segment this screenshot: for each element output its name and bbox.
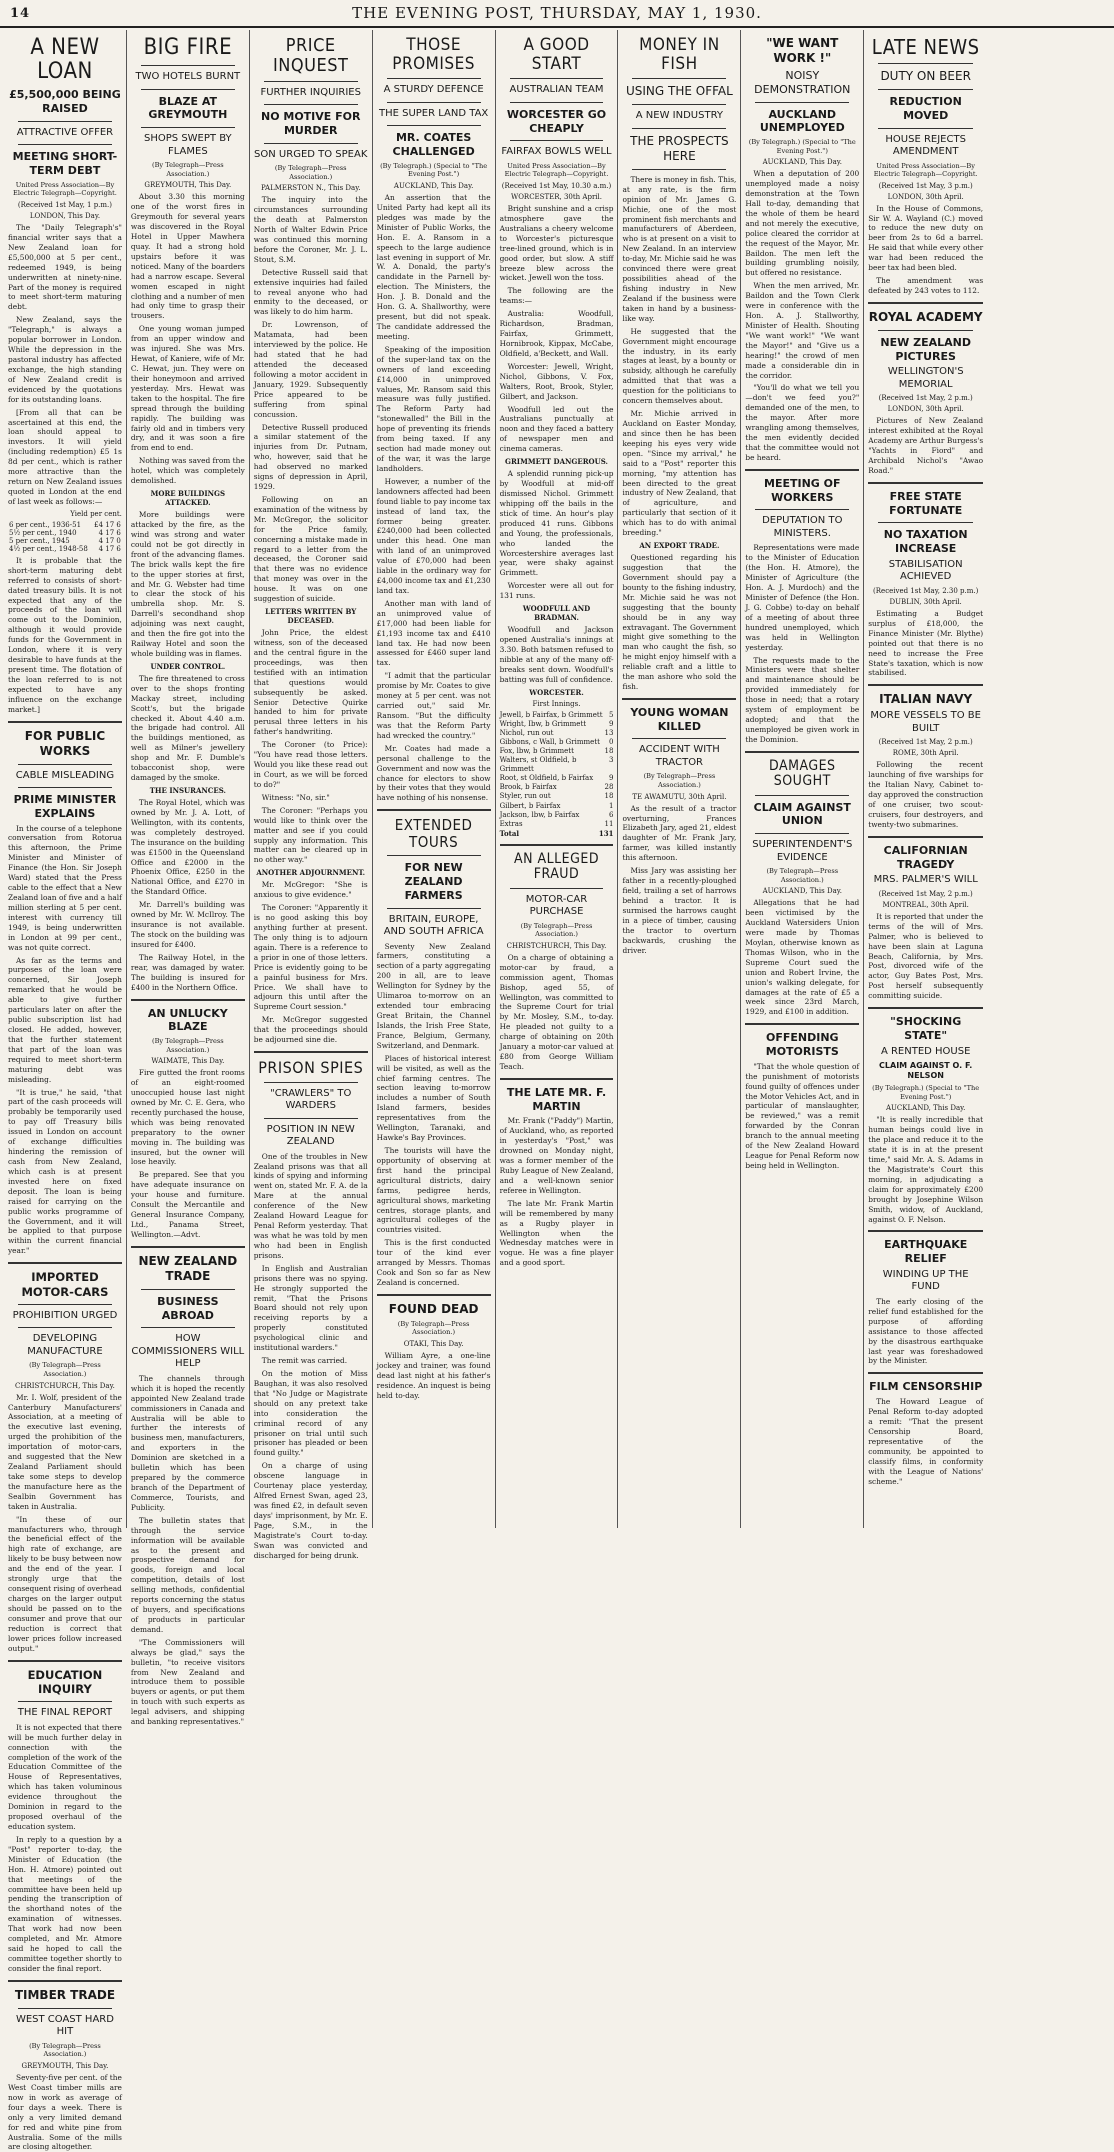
subhead: SON URGED TO SPEAK <box>254 148 368 160</box>
subhead: BLAZE AT GREYMOUTH <box>148 94 228 122</box>
received-line: (Received 1st May, 2 p.m.) <box>878 394 973 403</box>
page-number: 14 <box>10 5 31 21</box>
subhead: MR. COATES CHALLENGED <box>392 131 475 159</box>
paragraph: John Price, the eldest witness, son of the deceased and the central figure in the proceedings, was then testified with an intimation that questions would subsequently be asked. Senior Detective Quirke handed to him for private perusal three letters in his father's handwriting. <box>253 628 368 737</box>
subhead: NOISY DEMONSTRATION <box>754 69 851 96</box>
paragraph: [From all that can be ascertained at this end, the loan should appeal to investors. It will yield (including redemption) £5 1s 8d per cent., which is rather more attractive than the return on New Zealand issues quoted in London at the end of last week as follows:— <box>8 407 122 506</box>
paragraph: When the men arrived, Mr. Baildon and the Town Clerk were in conference with the Hon. A. J. Stallworthy, Minister of Health. Shouting "We want work!" "We want the Mayor!" and "Give us a hearing!" the crowd of men made a considerable din in the corridor. <box>745 281 860 380</box>
dateline: GREYMOUTH, This Day. <box>21 2061 109 2070</box>
credit-line: (By Telegraph—Press Association.) <box>766 867 839 884</box>
paragraph: An assertion that the United Party had kept all its pledges was made by the Minister of Public Works, the Hon. E. A. Ransom in a speech to the large audience last evening in support of Mr. W. A. Donald, the party's candidate in the Parnell by-election. The Ministers, the Hon. J. B. Donald and the Hon. G. A. Shallworthy, were present, but did not speak. The candidate addressed the meeting. <box>376 193 491 341</box>
subhead: SUPERINTENDENT'S EVIDENCE <box>752 839 853 863</box>
subhead: MOTOR-CAR PURCHASE <box>525 893 588 918</box>
paragraph: Nothing was saved from the hotel, which was completely demolished. <box>130 456 245 486</box>
headline-price-inquest[interactable]: PRICE INQUEST <box>273 35 349 76</box>
paragraph: The channels through which it is hoped the recently appointed New Zealand trade commissioners in Canada and Australia will be able to further the interests of business men, manufacturers, and exporters in the Dominion are sketched in a bulletin which has been prepared by the commerce branch of the Department of Commerce, Tourists, and Publicity. <box>130 1373 245 1512</box>
headline-timber[interactable]: TIMBER TRADE <box>14 1987 116 2002</box>
credit-line: United Press Association—By Electric Telegraph—Copyright. <box>13 180 117 198</box>
subhead: TWO HOTELS BURNT <box>135 71 241 83</box>
subhead: £5,500,000 BEING RAISED <box>9 88 121 116</box>
headline-shocking-state[interactable]: "SHOCKING STATE" <box>890 1015 962 1042</box>
paragraph: Witness: "No, sir." <box>261 792 330 802</box>
subhead: A RENTED HOUSE <box>880 1045 971 1057</box>
paragraph: It is reported that under the terms of the will of Mrs. Palmer, who is believed to have been slain at Laguna Beach, California, by Mrs. Post, divorced wife of the actor, Guy Bates Post, Mrs. Post herself subsequently committing suicide. <box>868 911 984 1001</box>
subhead: AUCKLAND UNEMPLOYED <box>759 107 845 135</box>
credit-line: (By Telegraph—Press Association.) <box>29 2041 101 2059</box>
paragraph: Estimating a Budget surplus of £18,000, the Finance Minister (Mr. Blythe) pointed out that there is no need to increase the Free State's taxation, which is now stabilised. <box>868 608 984 678</box>
subhead: SHOPS SWEPT BY FLAMES <box>144 133 232 157</box>
section-subhead: WOODFULL AND BRADMAN. <box>522 604 591 623</box>
subhead: POSITION IN NEW ZEALAND <box>266 1123 355 1148</box>
column-4 <box>373 30 496 1528</box>
subhead: NO MOTIVE FOR MURDER <box>260 110 361 137</box>
credit-line: (By Telegraph—Press Association.) <box>520 921 593 939</box>
paragraph: Dr. Lowrenson, of Matamata, had been interviewed by the police. He had stated that he had attended the deceased following a motor accident in January, 1929. Subsequently Price appeared to be suffering from spinal concussion. <box>253 320 368 419</box>
masthead <box>0 0 1114 28</box>
headline-nz-trade[interactable]: NEW ZEALAND TRADE <box>138 1253 238 1283</box>
subhead: A NEW INDUSTRY <box>635 110 723 122</box>
paragraph: Detective Russell produced a similar statement of the injuries from Dr. Putnam, who, however, said that he had observed no marked signs of depression in April, 1929. <box>253 422 368 492</box>
subhead: DEVELOPING MANUFACTURE <box>27 1333 103 1357</box>
paragraph: The Coroner (to Price): "You have read those letters. Would you like these read out in Court, as we will be forced to do?" <box>253 740 368 789</box>
table-row: 6 per cent., 1936-51 £4 17 6 <box>9 520 121 529</box>
paragraph: The inquiry into the circumstances surrounding the death at Palmerston North of Walter Edwin Price was continued this morning before the Coroner, Mr. J. L. Stout, S.M. <box>253 195 368 264</box>
paragraph: "I admit that the particular promise by Mr. Coates to give money at 5 per cent. was not carried out," said Mr. Ransom. "But the difficulty was that the Reform Party had wrecked the country." <box>376 671 491 740</box>
column-6 <box>618 30 741 1528</box>
score-row: Jackson, lbw, b Fairfax 6 <box>499 810 614 819</box>
paragraph: Mr. McGregor suggested that the proceedings should be adjourned sine die. <box>253 1015 368 1045</box>
paragraph: New Zealand, says the "Telegraph," is always a popular borrower in London. While the depression in the pastoral industry has affected exchange, the high standing of New Zealand credit is evidenced by the quotations for its outstanding loans. <box>8 315 122 404</box>
section-subhead: AN EXPORT TRADE. <box>639 541 720 551</box>
paragraph: The following are the teams:— <box>499 286 614 306</box>
paragraph: When a deputation of 200 unemployed made a noisy demonstration at the Town Hall to-day, demanding that the whole of them be heard and not merely the executive, police cleared the corridor at the request of the Mayor, Mr. Baildon. The men left the building grumbling noisily, but offered no resistance. <box>745 169 860 278</box>
paragraph: The late Mr. Frank Martin will be remembered by many as a Rugby player in Wellington when the Wednesday matches were in vogue. He was a fine player and a good sport. <box>499 1198 614 1268</box>
dateline: DUBLIN, 30th April. <box>889 597 962 606</box>
scorecard <box>500 711 614 838</box>
paragraph: Seventy-five per cent. of the West Coast timber mills are now in work as average of four days a week. There is only a very limited demand for red and white pine from Australia. Some of the mills are closing altogether. <box>8 2072 122 2152</box>
paragraph: Places of historical interest will be visited, as well as the chief farming centres. The section leaving to-morrow includes a number of South Island farmers, besides representatives from the Wellington, Taranaki, and Hawke's Bay Provinces. <box>376 1053 491 1143</box>
score-row: Fox, lbw, b Grimmett 18 <box>499 747 614 756</box>
table-row: 5 per cent., 1945 4 17 0 <box>9 536 121 545</box>
subhead: THE PROSPECTS HERE <box>630 133 729 163</box>
paragraph: Miss Jary was assisting her father in a recently-ploughed field, trailing a set of harrows behind a tractor. It is surmised the harrows caught in a piece of timber, causing the tractor to overturn backwards, crushing the driver. <box>622 866 737 955</box>
paragraph: Australia: Woodfull, Richardson, Bradman, Fairfax, Grimmett, Hornibrook, Kippax, McCabe, Oldfield, a'Beckett, and Wall. <box>499 309 614 358</box>
credit-line: (By Telegraph—Press Association.) <box>274 164 347 181</box>
headline-money-in-fish[interactable]: MONEY IN FISH <box>639 35 720 74</box>
credit-line: (By Telegraph—Press Association.) <box>643 772 716 790</box>
paragraph: Worcester: Jewell, Wright, Nichol, Gibbons, V. Fox, Walters, Root, Brook, Styler, Gilbert, and Jackson. <box>499 361 614 401</box>
dateline: WORCESTER, 30th April. <box>511 193 603 201</box>
credit-line: (By Telegraph.) (Special to "The Evening Post.") <box>748 138 856 155</box>
paragraph: Fire gutted the front rooms of an eight-roomed unoccupied house last night owned by Mr. C. E. Gera, who recently purchased the house, which was being renovated preparatory to the owner moving in. The building was insured, but the owner will lose heavily. <box>130 1068 245 1167</box>
paragraph: One of the troubles in New Zealand prisons was that all kinds of spying and informing went on, stated Mr. F. A. de la Mare at the annual conference of the New Zealand Howard League for Penal Reform yesterday. That was what he was told by men who had been in English prisons. <box>253 1151 368 1260</box>
scorecard-subtitle: First Innings. <box>532 699 581 708</box>
credit-line: (By Telegraph—Press Association.) <box>29 1361 101 1379</box>
paragraph: Questioned regarding his suggestion that the Government should pay a bounty to the fishing industry, Mr. Michie said he was not suggesting that the bounty should be in any way extravagant. The Government might give something to the man who caught the fish, so he might enjoy himself with a reliable craft and a little to the man ashore who sold the fish. <box>622 553 737 692</box>
paragraph: The remit was carried. <box>261 1356 348 1366</box>
paragraph: There is money in fish. This, at any rate, is the firm opinion of Mr. James G. Michie, one of the most prominent fish merchants and manufacturers of Aberdeen, who is at present on a visit to New Zealand. In an interview to-day, Mr. Michie said he was convinced there were great possibilities ahead of the fishing industry in New Zealand if the business were taken in hand by a business-like way. <box>622 174 737 323</box>
paragraph: The Royal Hotel, which was owned by Mr. J. A. Lott, of Wellington, with its contents, was completely destroyed. The insurance on the building was £1500 in the Queensland Office and £2000 in the Phoenix Office, £250 in the National Office, and £270 in the Standard Office. <box>130 798 245 897</box>
dateline: CHRISTCHURCH, This Day. <box>15 1381 115 1390</box>
paragraph: About 3.30 this morning one of the worst fires in Greymouth for several years was discovered in the Royal Hotel in Upper Mawhera quay. It had a strong hold upstairs before it was noticed. Many of the boarders had a narrow escape. Several women escaped in night clothing and a number of men had only time to grasp their trousers. <box>130 192 245 321</box>
paragraph: The early closing of the relief fund established for the purpose of affording assistance to those affected by the disastrous earthquake last year was foreshadowed by the Minister. <box>868 1296 984 1366</box>
paragraph: Following on an examination of the witness by Mr. McGregor, the solicitor for the Price family, concerning a mistake made in regard to a letter from the deceased, the Coroner said that there was no evidence that money was over in the house. It was on one suggestion of suicide. <box>253 494 368 604</box>
dateline: MONTREAL, 30th April. <box>882 900 969 909</box>
paragraph: In the course of a telephone conversation from Rotorua this afternoon, the Prime Minister and Minister of Finance (the Hon. Sir Joseph Ward) stated that the Press cable to the effect that a New Zealand loan of five and a half million sterling at 5 per cent. interest with currency till 1949, is being underwritten in London at 99 per cent., was not quite correct. <box>8 823 122 952</box>
subhead: CABLE MISLEADING <box>15 769 115 781</box>
paragraph: Speaking of the imposition of the super-land tax on the owners of land exceeding £14,000 in unimproved values, Mr. Ransom said this measure was fully justified. The Reform Party had "stonewalled" the Bill in the hope of preventing its friends from being taxed. If any section had made money out of the war, it was the large landholders. <box>376 344 491 473</box>
received-line: (Received 1st May, 3 p.m.) <box>878 181 973 190</box>
headline-found-dead[interactable]: FOUND DEAD <box>388 1301 479 1316</box>
section-subhead: UNDER CONTROL. <box>150 661 226 671</box>
paragraph: Pictures of New Zealand interest exhibited at the Royal Academy are Arthur Burgess's "Yachts in Fiord" and Archibald Nichol's "Awao Road." <box>868 416 984 476</box>
subhead: HOW COMMISSIONERS WILL HELP <box>131 1333 245 1370</box>
subhead: USING THE OFFAL <box>625 84 733 99</box>
paragraph: He suggested that the Government might encourage the industry, in its early stages at least, by a bounty or subsidy, although he carefully admitted that that was a question for the politicians to concern themselves about. <box>622 326 737 406</box>
paragraph: The fire threatened to cross over to the shops fronting Mackay street, including Scott's, but the brigade checked it. About 4.40 a.m. the brigade had control. All the buildings mentioned, as well as Milner's jewellery shop and Mr. F. Dumble's tobacconist shop, were damaged by the smoke. <box>130 673 245 783</box>
yield-header: Yield per cent. <box>70 509 122 518</box>
dateline: AUCKLAND, This Day. <box>762 158 843 167</box>
column-2 <box>127 30 250 1727</box>
paragraph: "It is really incredible that human beings could live in the place and reduce it to the state it is in at the present time," said Mr. A. S. Adams in the Magistrate's Court this morning, in adjudicating a claim for approximately £200 brought by Josephine Wilson Smith, widow, of Auckland, against O. F. Nelson. <box>868 1115 984 1224</box>
paragraph: William Ayre, a one-line jockey and trainer, was found dead last night at his father's residence. An inquest is being held to-day. <box>376 1351 491 1400</box>
headline-alleged-fraud[interactable]: AN ALLEGED FRAUD <box>513 850 600 883</box>
paragraph: It is not expected that there will be much further delay in connection with the completion of the work of the Education Committee of the House of Representatives, which has taken voluminous evidence throughout the Dominion in regard to the proposed overhaul of the education system. <box>8 1722 122 1832</box>
paragraph: On a charge of using obscene language in Courtenay place yesterday, Alfred Ernest Swan, aged 23, was fined £2, in default seven days' imprisonment, by Mr. E. Page, S.M., in the Magistrate's Court to-day. Swan was convicted and discharged for being drunk. <box>253 1461 368 1560</box>
paragraph: The Railway Hotel, in the rear, was damaged by water. The building is insured for £400 in the Northern Office. <box>130 952 245 992</box>
dateline: CHRISTCHURCH, This Day. <box>506 941 607 950</box>
score-row: Walters, st Oldfield, b Grimmett 3 <box>499 756 614 774</box>
paragraph: Mr. I. Wolf, president of the Canterbury Manufacturers' Association, at a meeting of the executive last evening, urged the prohibition of the importation of motor-cars, and suggested that the New Zealand Parliament should take some steps to develop the manufacture here as the Sealbin Government has taken in Australia. <box>8 1392 122 1511</box>
headline-good-start[interactable]: A GOOD START <box>523 35 590 74</box>
headline-earthquake-relief[interactable]: EARTHQUAKE RELIEF <box>884 1238 968 1266</box>
subhead: HOUSE REJECTS AMENDMENT <box>885 133 966 157</box>
subhead: STABILISATION ACHIEVED <box>888 558 963 583</box>
dateline: ROME, 30th April. <box>892 749 959 758</box>
dateline: WAIMATE, This Day. <box>151 1057 225 1066</box>
headline-prison-spies[interactable]: PRISON SPIES <box>258 1058 364 1078</box>
dateline: AUCKLAND, This Day. <box>762 887 843 896</box>
credit-line: (By Telegraph—Press Association.) <box>397 1319 470 1337</box>
headline-we-want-work[interactable]: "WE WANT WORK !" <box>766 36 839 65</box>
dateline: LONDON, 30th April. <box>887 192 964 201</box>
paragraph: In English and Australian prisons there was no spying. He strongly supported the remit, "That the Prisons Board should not rely upon receiving reports by a properly constituted psychological clinic and institutional warders." <box>253 1263 368 1353</box>
credit-line: (By Telegraph—Press Association.) <box>152 1037 224 1054</box>
paragraph: Worcester were all out for 131 runs. <box>499 581 614 601</box>
subhead: DEPUTATION TO MINISTERS. <box>762 515 843 539</box>
subhead: MORE VESSELS TO BE BUILT <box>870 710 981 734</box>
subhead: MEETING SHORT-TERM DEBT <box>12 150 118 178</box>
dateline: AUCKLAND, This Day. <box>393 182 474 190</box>
subhead: A STURDY DEFENCE <box>383 84 484 96</box>
paragraph: Mr. Darrell's building was owned by Mr. W. McIlroy. The insurance is not available. The stock on the building was insured for £400. <box>130 900 245 949</box>
paragraph: Another man with land of an unimproved value of £17,000 had been liable for £1,193 income tax and £410 land tax. He had now been assessed for £460 super land tax. <box>376 598 491 668</box>
paragraph: In reply to a question by a "Post" reporter to-day, the Minister of Education (the Hon. H. Atmore) pointed out that meetings of the committee have been held up pending the transcription of the shorthand notes of the examination of witnesses. That work had now been completed, and Mr. Atmore said he hoped to call the committee together shortly to consider the final report. <box>8 1834 122 1973</box>
subhead: FOR NEW ZEALAND FARMERS <box>404 861 463 902</box>
subhead: "CRAWLERS" TO WARDERS <box>270 1087 352 1112</box>
credit-line: (By Telegraph.) (Special to "The Evening Post.") <box>380 161 488 179</box>
score-row: Extras 11 <box>499 819 614 828</box>
headline-damages-sought[interactable]: DAMAGES SOUGHT <box>769 757 836 790</box>
received-line: (Received 1st May, 2.30 p.m.) <box>873 586 979 595</box>
subhead: CLAIM AGAINST O. F. NELSON <box>879 1061 973 1081</box>
paragraph: Allegations that he had been victimised by the Auckland Watersiders Union were made by Thomas Moylan, otherwise known as Thomas Wilson, who in the Supreme Court sued the union and Robert Irvine, the union's walking delegate, for damages at the rate of £5 a week since 23rd March, 1929, and £100 in addition. <box>745 898 860 1017</box>
subhead: NO TAXATION INCREASE <box>883 528 968 556</box>
headline-young-woman-killed[interactable]: YOUNG WOMAN KILLED <box>630 705 729 733</box>
headline-meeting-of-workers[interactable]: MEETING OF WORKERS <box>764 476 841 504</box>
advertisement: Be prepared. See that you have adequate insurance on your house and furniture. Consult the Mercantile and General Insurance Company, Ltd., Panama Street, Wellington.—Advt. <box>130 1170 245 1239</box>
paragraph: One young woman jumped from an upper window and was injured. She was Mrs. Hewat, of Kaniere, wife of Mr. C. Hewat, jun. They were on their honeymoon and arrived yesterday. Mrs. Hewat was taken to the hospital. The fire spread through the building rapidly. The building was fairly old and in timbers very dry, and it was soon a fire from end to end. <box>130 324 245 453</box>
received-line: (Received 1st May, 2 p.m.) <box>878 889 973 898</box>
dateline: OTAKI, This Day. <box>403 1340 464 1349</box>
headline-film-censorship[interactable]: FILM CENSORSHIP <box>869 1380 983 1394</box>
subhead: BRITAIN, EUROPE, AND SOUTH AFRICA <box>383 913 484 938</box>
table-row: 4½ per cent., 1948-58 4 17 6 <box>9 544 121 553</box>
newspaper-title: THE EVENING POST, THURSDAY, MAY 1, 1930. <box>352 4 762 22</box>
headline-unlucky-blaze[interactable]: AN UNLUCKY BLAZE <box>147 1006 228 1034</box>
headline-big-fire[interactable]: BIG FIRE <box>143 35 233 60</box>
headline-late-news[interactable]: LATE NEWS <box>871 35 980 59</box>
paragraph: On the motion of Miss Baughan, it was also resolved that "No Judge or Magistrate should on any pretext take into consideration the criminal record of any prisoner on trial until such prisoner has pleaded or been found guilty." <box>253 1369 368 1458</box>
section-subhead: MORE BUILDINGS ATTACKED. <box>150 489 226 508</box>
paragraph: Representations were made to the Minister of Education (the Hon. H. Atmore), the Minister of Agriculture (the Hon. A. J. Murdoch) and the Minister of Defence (the Hon. J. G. Cobbe) to-day on behalf of a meeting of about three hundred unemployed, which was held in Wellington yesterday. <box>745 543 860 652</box>
headline-free-state[interactable]: FREE STATE FORTUNATE <box>889 489 963 517</box>
column-5 <box>496 30 619 1528</box>
subhead: AUSTRALIAN TEAM <box>509 84 604 96</box>
column-7 <box>741 30 864 1528</box>
score-row: Wright, Ibw, b Grimmett 9 <box>499 719 614 728</box>
headline-offending-motorists[interactable]: OFFENDING MOTORISTS <box>765 1031 839 1059</box>
subhead: WINDING UP THE FUND <box>882 1268 969 1293</box>
paragraph: "The Commissioners will always be glad," says the bulletin, "to receive visitors from New Zealand and introduce them to possible buyers or agents, or put them in touch with such experts as legal advisers, and shipping and banking representatives." <box>130 1637 245 1727</box>
score-row: Nichol, run out 13 <box>499 728 614 737</box>
received-line: (Received 1st May, 2 p.m.) <box>878 738 973 747</box>
paragraph: The Howard League of Penal Reform to-day adopted a remit: "That the present Censorship Board, representative of the community, be appointed to classify films, in conformity with the League of Nations' scheme." <box>868 1397 984 1486</box>
subhead: THE SUPER LAND TAX <box>378 107 489 119</box>
headline-extended-tours[interactable]: EXTENDED TOURS <box>394 816 473 851</box>
subhead: REDUCTION MOVED <box>889 95 962 122</box>
columns <box>4 30 1110 2152</box>
received-line: (Received 1st May, 10.30 a.m.) <box>501 182 612 190</box>
paragraph: Mr. Frank ("Paddy") Martin, of Auckland, who, as reported in yesterday's "Post," was drowned on Monday night, was a former member of the Ruby League of New Zealand, and a well-known senior referee in Wellington. <box>499 1116 614 1195</box>
subhead: PROHIBITION URGED <box>12 1309 118 1321</box>
section-subhead: ANOTHER ADJOURNMENT. <box>256 868 366 878</box>
column-1 <box>4 30 127 2152</box>
received-line: (Received 1st May, 1 p.m.) <box>17 201 113 209</box>
paragraph: The Coroner: "Apparently it is no good asking this boy anything further at present. The only thing is to adjourn again. There is a reference to a prior in one of those letters. Price is evidently going to be a painful business for Mrs. Price. We shall have to adjourn this until after the Supreme Court session." <box>253 903 368 1012</box>
paragraph: Mr. Michie arrived in Auckland on Easter Monday, and since then he has been keeping his eyes very wide open. "Since my arrival," he said to a "Post" reporter this morning, "my attention has been directed to the great industry of New Zealand, that of agriculture, and particularly that section of it which has to do with animal breeding." <box>622 409 737 538</box>
paragraph: Detective Russell said that extensive inquiries had failed to reveal anyone who had enmity to the deceased, or was likely to do him harm. <box>253 267 368 317</box>
headline-late-mr-martin[interactable]: THE LATE MR. F. MARTIN <box>506 1085 607 1113</box>
dateline: GREYMOUTH, This Day. <box>144 181 232 190</box>
paragraph: Woodfull and Jackson opened Australia's innings at 3.30. Both batsmen refused to nibble at any of the many off-breaks sent down. Woodfull's batting was full of confidence. <box>499 625 614 684</box>
score-row: Total 131 <box>499 828 614 838</box>
subhead: BUSINESS ABROAD <box>157 1294 219 1322</box>
table-row: 5½ per cent., 1940 4 17 6 <box>9 528 121 537</box>
subhead: MRS. PALMER'S WILL <box>873 874 978 886</box>
credit-line: United Press Association—By Electric Telegraph—Copyright. <box>504 161 609 179</box>
headline-motor-cars[interactable]: IMPORTED MOTOR-CARS <box>21 1270 109 1299</box>
paragraph: Bright sunshine and a crisp atmosphere gave the Australians a cheery welcome to Worcester's picturesque tree-lined ground, which is in good order, but slow. A stiff breeze blew across the wicket. Jewell won the toss. <box>499 204 614 283</box>
headline-californian-tragedy[interactable]: CALIFORNIAN TRAGEDY <box>883 843 968 871</box>
subhead: DUTY ON BEER <box>880 69 971 83</box>
paragraph: Woodfull led out the Australians punctually at noon and they faced a battery of newspaper men and cinema cameras. <box>499 404 614 454</box>
paragraph: A splendid running pick-up by Woodfull at mid-off dismissed Nichol. Grimmett whipping off the bails in the stick of time. An hour's play produced 41 runs. Gibbons and Young, the professionals, who landed the Worcestershire averages last year, were shaky against Grimmett. <box>499 469 614 578</box>
credit-line: United Press Association—By Electric Telegraph—Copyright. <box>873 161 978 179</box>
subhead: PRIME MINISTER EXPLAINS <box>13 793 117 820</box>
subhead: CLAIM AGAINST UNION <box>753 800 851 828</box>
headline-those-promises[interactable]: THOSE PROMISES <box>392 35 475 74</box>
paragraph: The amendment was defeated by 243 votes to 112. <box>868 276 984 295</box>
paragraph: Following the recent launching of five warships for the Italian Navy, Cabinet to-day approved the construction of one cruiser, two scout-cruisers, four destroyers, and twenty-two submarines. <box>868 760 984 829</box>
paragraph: The tourists will have the opportunity of observing at first hand the principal agricultural districts, dairy farms, pedigree herds, agricultural shows, marketing centres, storage plants, and agricultural colleges of the countries visited. <box>376 1146 491 1235</box>
subhead: WEST COAST HARD HIT <box>15 2013 114 2038</box>
paragraph: "In these of our manufacturers who, through the beneficial effect of the high rate of exchange, are likely to be busy between now and the end of the year. I strongly urge that the consequent rising of overhead charges on the larger output should be passed on to the consumer and prove that our reduction is correct that lower prices follow increased output." <box>8 1514 122 1653</box>
paragraph: Mr. Coates had made a personal challenge to the Government and now was the chance for electors to show by their votes that they would have nothing of his nonsense. <box>376 743 491 803</box>
subhead: FAIRFAX BOWLS WELL <box>501 146 612 158</box>
paragraph: This is the first conducted tour of the kind ever arranged by Messrs. Thomas Cook and Son so far as New Zealand is concerned. <box>376 1238 491 1287</box>
paragraph: "That the whole question of the punishment of motorists found guilty of offences under the Motor Vehicles Act, and in particular of manslaughter, be reviewed," was a remit forwarded by the Conran branch to the annual meeting of the New Zealand Howard League for Penal Reform now being held in Wellington. <box>745 1061 860 1170</box>
dateline: LONDON, This Day. <box>29 212 101 220</box>
paragraph: Mr. McGregor: "She is anxious to give evidence." <box>253 880 368 900</box>
section-subhead: LETTERS WRITTEN BY DECEASED. <box>265 607 357 626</box>
subhead: NEW ZEALAND PICTURES <box>880 335 971 363</box>
headline-public-works[interactable]: FOR PUBLIC WORKS <box>24 728 106 758</box>
subhead: ACCIDENT WITH TRACTOR <box>638 744 720 768</box>
headline-royal-academy[interactable]: ROYAL ACADEMY <box>868 309 983 324</box>
score-row: Jewell, b Fairfax, b Grimmett 5 <box>499 710 614 719</box>
paragraph: However, a number of the landowners affected had been found liable to pay income tax instead of land tax, the former being greater. £240,000 had been collected under this head. One man with land of an unimproved value of £70,000 had been liable in the ordinary way for £4,000 income tax and £1,230 land tax. <box>376 476 491 595</box>
paragraph: The bulletin states that through the service information will be available as to the present and prospective demand for goods, foreign and local competition, details of lost selling methods, confidential reports concerning the status of buyers, and specifications of products in particular demand. <box>130 1515 245 1634</box>
paragraph: Seventy New Zealand farmers, constituting a section of a party aggregating 200 in all, are to leave Wellington for Sydney by the Ulimaroa to-morrow on an extended tour embracing Great Britain, the Channel Islands, the Irish Free State, France, Belgium, Germany, Switzerland, and Denmark. <box>376 941 491 1050</box>
dateline: AUCKLAND, This Day. <box>885 1104 966 1113</box>
paragraph: The Coroner: "Perhaps you would like to think over the matter and see if you could supply any information. This matter can be cleared up in no other way." <box>253 805 368 865</box>
paragraph: The requests made to the Ministers were that shelter and maintenance should be provided immediately for those in need; that a rotary system of employment be adopted; and that the unemployed be given work in the Dominion. <box>745 655 860 744</box>
paragraph: "You'll do what we tell you—don't we feed you?" demanded one of the men, to the mayor. After more wrangling among themselves, the men evidently decided that the committee would not be heard. <box>745 383 860 462</box>
column-8 <box>864 30 987 1528</box>
subhead: WORCESTER GO CHEAPLY <box>506 107 607 135</box>
paragraph: "It is true," he said, "that part of the cash proceeds will probably be temporarily used to pay off Treasury bills issued in London on account of exchange difficulties hindering the remission of cash from New Zealand, which cash is at present invested here on fixed deposit. The loan is being raised for carrying on the public works programme of the Government, and it will be applied to that purpose within the current financial year." <box>8 1087 122 1256</box>
paragraph: On a charge of obtaining a motor-car by fraud, a commission agent, Thomas Bishop, aged 55, of Wellington, was committed to the Supreme Court for trial by Mr. Mosley, S.M., to-day. He pleaded not guilty to a charge of obtaining on 20th January a motor-car valued at £80 from George William Teach. <box>499 952 614 1071</box>
section-subhead: THE INSURANCES. <box>149 786 226 796</box>
subhead: ATTRACTIVE OFFER <box>16 126 114 138</box>
headline-italian-navy[interactable]: ITALIAN NAVY <box>879 692 973 707</box>
paragraph: As far as the terms and purposes of the loan were concerned, Sir Joseph remarked that he would be able to give further particulars later on after the public subscription list had closed. He added, however, that the further statement that part of the loan was required to meet short-term maturing debt was misleading. <box>8 955 122 1084</box>
paragraph: As the result of a tractor overturning, Frances Elizabeth Jary, aged 21, eldest daughter of Mr. Frank Jary, farmer, was killed instantly this afternoon. <box>622 803 737 863</box>
headline-new-loan[interactable]: A NEW LOAN <box>30 35 100 85</box>
subhead: FURTHER INQUIRIES <box>260 86 361 98</box>
loan-table <box>8 521 122 553</box>
dateline: PALMERSTON N., This Day. <box>260 184 361 193</box>
dateline: LONDON, 30th April. <box>887 405 964 414</box>
score-row: Gibbons, c Wall, b Grimmett 0 <box>499 737 614 746</box>
score-row: Brook, b Fairfax 28 <box>499 783 614 792</box>
subhead: WELLINGTON'S MEMORIAL <box>887 366 964 390</box>
section-subhead: GRIMMETT DANGEROUS. <box>505 457 608 467</box>
paragraph: More buildings were attacked by the fire, as the wind was strong and water could not be got directly in front of the advancing flames. The brick walls kept the fire to the upper stories at first, and Mr. G. Webster had time to clear the stock of his umbrella shop. Mr. S. Darrell's secondhand shop adjoining was next caught, and then the fire got into the Railway Hotel and soon the whole building was in flames. <box>130 510 245 658</box>
subhead: THE FINAL REPORT <box>17 1707 113 1719</box>
paragraph: In the House of Commons, Sir W. A. Wayland (C.) moved to reduce the new duty on beer from 2s to 6d a barrel. He said that while every other war had been reduced the beer tax had been bled. <box>868 203 984 273</box>
credit-line: (By Telegraph.) (Special to "The Evening Post.") <box>872 1084 980 1101</box>
credit-line: (By Telegraph—Press Association.) <box>152 161 224 178</box>
score-row: Gilbert, b Fairfax 1 <box>499 801 614 810</box>
headline-education[interactable]: EDUCATION INQUIRY <box>27 1667 103 1696</box>
paragraph: It is probable that the short-term maturing debt referred to consists of short-dated treasury bills. It is not expected that any of the proceeds of the loan will come out to the Dominion, although it would provide funds for the Government in London, where it is very desirable to have funds at the present time. The flotation of the loan referred to is not expected to have any influence on the exchange market.] <box>8 555 122 714</box>
dateline: TE AWAMUTU, 30th April. <box>632 792 727 801</box>
scorecard-title: WORCESTER. <box>529 687 584 697</box>
score-row: Styler, run out 18 <box>499 792 614 801</box>
score-row: Root, st Oldfield, b Fairfax 9 <box>499 774 614 783</box>
paragraph: The "Daily Telegraph's" financial writer says that a New Zealand loan for £5,500,000 at 5 per cent., redeemed 1949, is being underwritten at ninety-nine. Part of the money is required to meet short-term maturing debt. <box>8 223 122 312</box>
column-3 <box>250 30 373 1560</box>
